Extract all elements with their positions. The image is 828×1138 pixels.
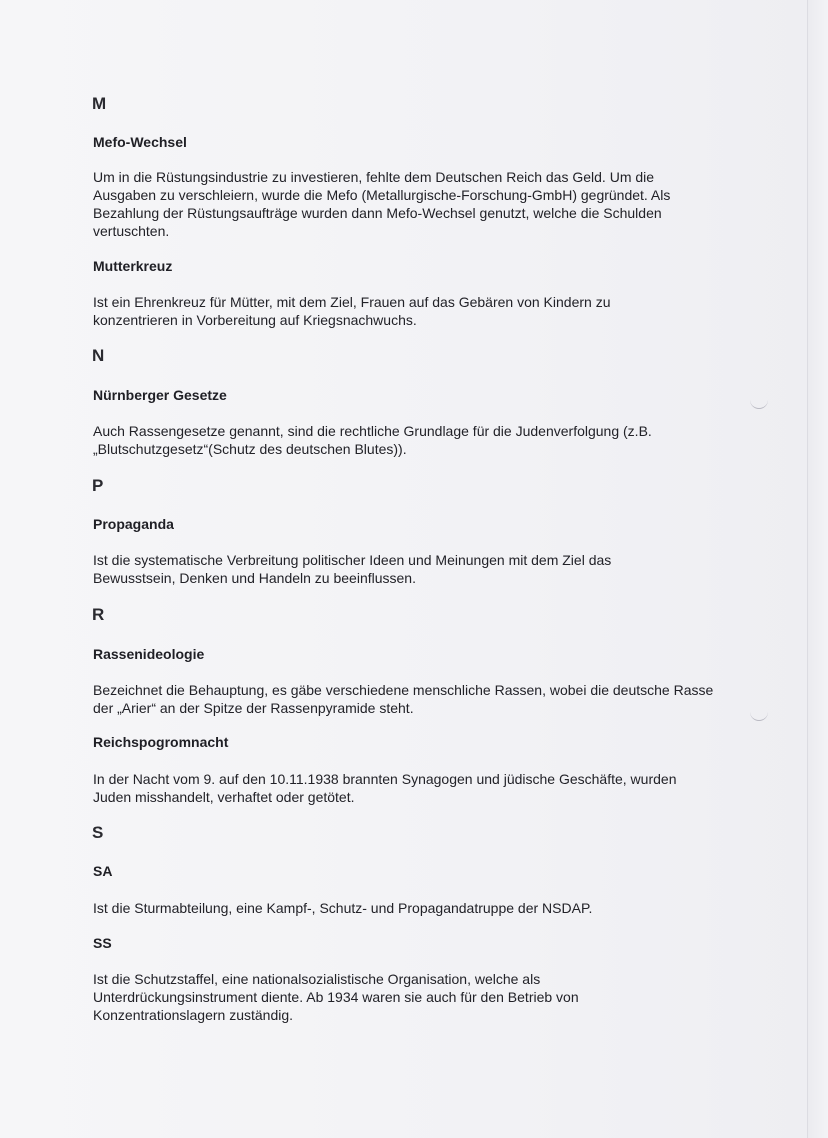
glossary-description: In der Nacht vom 9. auf den 10.11.1938 brannten Synagogen und jüdische Geschäfte, wurden Juden misshandelt, verhaftet oder getötet. <box>93 771 677 805</box>
glossary-description: Ist die Schutzstaffel, eine nationalsozialistische Organisation, welche als Unterdrückungsinstrument diente. Ab 1934 waren sie auch für den Betrieb von Konzentrationslagern zuständig. <box>93 971 579 1023</box>
glossary-term: Reichspogromnacht <box>93 734 229 750</box>
page-edge-shadow <box>808 0 828 1138</box>
section-letter: R <box>92 605 105 624</box>
punch-hole <box>750 398 768 409</box>
glossary-description: Ist die systematische Verbreitung politischer Ideen und Meinungen mit dem Ziel das Bewusstsein, Denken und Handeln zu beeinflussen. <box>93 552 612 586</box>
punch-hole <box>750 710 768 721</box>
section-letter: P <box>92 476 104 495</box>
glossary-term: Propaganda <box>93 516 174 532</box>
glossary-description: Ist ein Ehrenkreuz für Mütter, mit dem Ziel, Frauen auf das Gebären von Kindern zu konzentrieren in Vorbereitung auf Kriegsnachwuchs. <box>93 294 611 328</box>
glossary-term: SS <box>93 935 112 951</box>
glossary-description: Auch Rassengesetze genannt, sind die rechtliche Grundlage für die Judenverfolgung (z.B. „Blutschutzgesetz“(Schutz des deutschen Blutes)). <box>93 423 652 457</box>
glossary-description: Ist die Sturmabteilung, eine Kampf-, Schutz- und Propagandatruppe der NSDAP. <box>93 900 593 916</box>
section-letter: S <box>92 823 104 842</box>
glossary-term: Rassenideologie <box>93 646 205 662</box>
glossary-term: Mutterkreuz <box>93 258 173 274</box>
section-letter: N <box>92 346 105 365</box>
glossary-description: Um in die Rüstungsindustrie zu investieren, fehlte dem Deutschen Reich das Geld. Um die Ausgaben zu verschleiern, wurde die Mefo (Metallurgische-Forschung-GmbH) gegründet. Als Bezahlung der Rüstungsaufträge wurden dann Mefo-Wechsel genutzt, welche die Schulden vertuschten. <box>93 169 671 239</box>
glossary-term: Mefo-Wechsel <box>93 134 187 150</box>
section-letter: M <box>92 94 107 113</box>
glossary-term: SA <box>93 863 113 879</box>
glossary-term: Nürnberger Gesetze <box>93 387 227 403</box>
glossary-description: Bezeichnet die Behauptung, es gäbe verschiedene menschliche Rassen, wobei die deutsche Rasse der „Arier“ an der Spitze der Rassenpyramide steht. <box>93 682 714 716</box>
